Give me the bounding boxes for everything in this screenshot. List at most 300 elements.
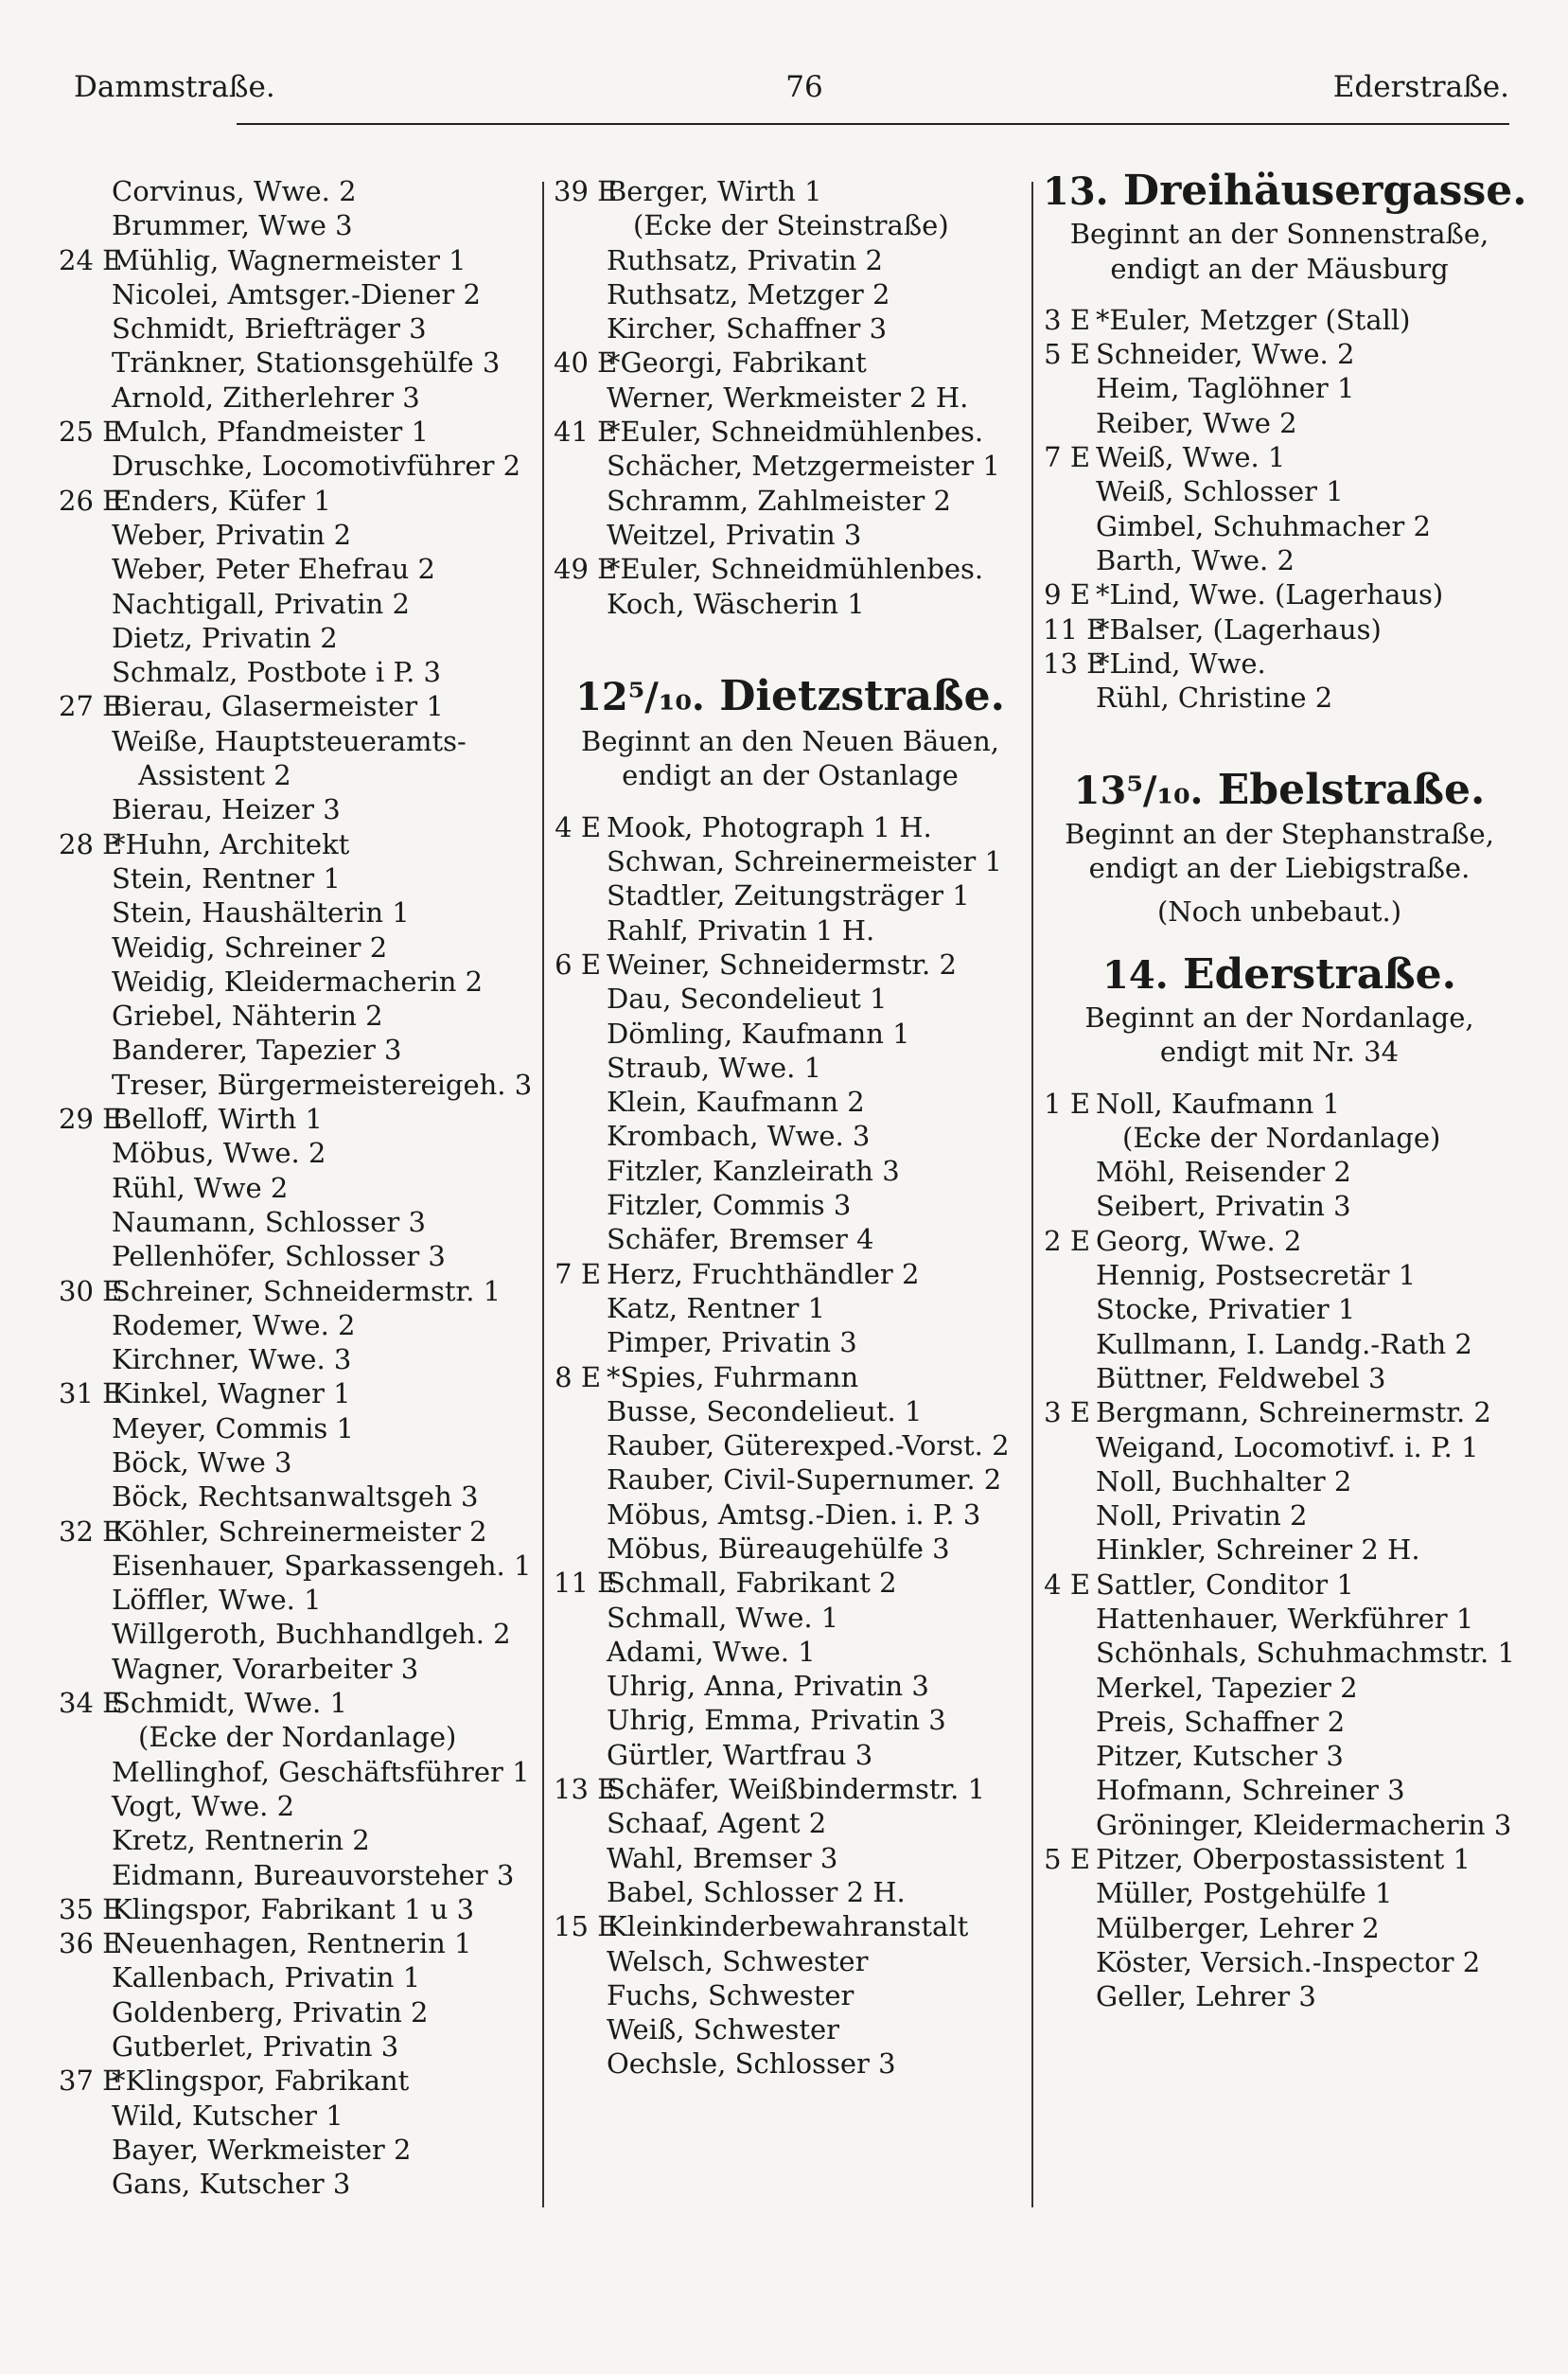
column-1 [59, 174, 532, 2202]
directory-entry [554, 948, 1027, 982]
resident-name: Bergmann, Schreinermstr. 2 [1096, 1396, 1491, 1429]
section-heading-dietzstrasse [554, 671, 1027, 720]
house-number [59, 1205, 112, 1239]
directory-entry [59, 1171, 532, 1205]
directory-entry [59, 724, 532, 758]
resident-name: Arnold, Zitherlehrer 3 [112, 381, 420, 414]
house-number [59, 2167, 112, 2201]
resident-name: Wahl, Bremser 3 [607, 1841, 838, 1874]
house-number [59, 1171, 112, 1205]
resident-name: Weitzel, Privatin 3 [607, 518, 862, 551]
house-number [554, 587, 607, 621]
house-number: 2 E [1044, 1224, 1090, 1257]
resident-name: Goldenberg, Privatin 2 [112, 1995, 429, 2029]
house-number [59, 655, 112, 689]
house-number [1043, 509, 1096, 543]
resident-name: Rauber, Civil-Supernumer. 2 [607, 1463, 1002, 1497]
column-3 [1043, 167, 1527, 2014]
directory-entry [59, 2029, 532, 2064]
house-number [554, 1806, 607, 1840]
directory-entry [1043, 406, 1516, 440]
resident-name: Belloff, Wirth 1 [112, 1103, 323, 1136]
directory-entry [554, 2012, 1027, 2046]
house-number: 5 E [1044, 1843, 1090, 1876]
house-number [1043, 1121, 1096, 1155]
directory-entry [554, 982, 1027, 1016]
resident-name: Nicolei, Amtsger.-Diener 2 [112, 277, 481, 310]
house-number: 39 E [554, 175, 618, 207]
directory-entry [554, 1119, 1027, 1153]
section-title: Ebelstraße. [1217, 766, 1486, 815]
directory-entry [554, 1017, 1027, 1051]
resident-name: Druschke, Locomotivführer 2 [112, 450, 521, 483]
directory-entry [554, 1875, 1027, 1909]
house-number [554, 1601, 607, 1635]
house-number [554, 1222, 607, 1256]
directory-entry [59, 2064, 532, 2098]
house-number: 6 E [555, 948, 601, 981]
resident-name: Schramm, Zahlmeister 2 [607, 484, 951, 517]
resident-name: (Ecke der Nordanlage) [1122, 1121, 1441, 1154]
resident-name: Sattler, Conditor 1 [1096, 1568, 1354, 1601]
directory-entry [1043, 509, 1516, 543]
directory-entry [554, 243, 1027, 277]
directory-entry [59, 1136, 532, 1170]
resident-name: Weiß, Wwe. 1 [1096, 441, 1286, 474]
section-end: endigt mit Nr. 34 [1159, 1036, 1400, 1069]
resident-name: Merkel, Tapezier 2 [1096, 1671, 1358, 1704]
resident-name: Weiner, Schneidermstr. 2 [607, 948, 957, 981]
directory-entry [554, 484, 1027, 518]
resident-name: Weiß, Schlosser 1 [1096, 475, 1344, 508]
resident-name: Geller, Lehrer 3 [1096, 1980, 1316, 2013]
directory-entry [1043, 371, 1516, 405]
directory-entry [59, 1411, 532, 1445]
section-begin: Beginnt an der Stephanstraße, [1065, 817, 1494, 850]
house-number: 5 E [1044, 338, 1090, 371]
house-number: 40 E [554, 346, 618, 380]
house-number [554, 844, 607, 878]
running-head-left: Dammstraße. [74, 70, 275, 104]
house-number [554, 484, 607, 518]
section-end: endigt an der Mäusburg [1110, 252, 1449, 285]
directory-entry [554, 277, 1027, 311]
resident-name: Schreiner, Schneidermstr. 1 [112, 1274, 502, 1307]
directory-entry [59, 1205, 532, 1239]
directory-entry [554, 810, 1027, 844]
house-number [1043, 1636, 1096, 1670]
house-number [554, 277, 607, 311]
resident-name: Bierau, Glasermeister 1 [112, 690, 444, 723]
resident-name: Busse, Secondelieut. 1 [607, 1394, 923, 1427]
section-end: endigt an der Ostanlage [622, 759, 959, 792]
resident-name: Mulch, Pfandmeister 1 [112, 416, 429, 449]
directory-entry [59, 1515, 532, 1549]
house-number: 41 E [554, 416, 618, 449]
directory-entry [554, 1806, 1027, 1840]
directory-entry [1043, 1327, 1516, 1361]
directory-entry [1043, 440, 1516, 474]
resident-name: Pimper, Privatin 3 [607, 1326, 857, 1359]
house-number [1043, 1739, 1096, 1773]
resident-name: Nachtigall, Privatin 2 [112, 587, 410, 620]
house-number [1043, 1430, 1096, 1464]
section-number: 12⁵/₁₀. [575, 674, 705, 719]
directory-entry [1043, 1224, 1516, 1258]
resident-name: Schönhals, Schuhmachmstr. 1 [1096, 1637, 1515, 1670]
resident-name: Fitzler, Kanzleirath 3 [607, 1154, 900, 1187]
house-number [59, 1755, 112, 1789]
resident-name: Löffler, Wwe. 1 [112, 1584, 322, 1617]
directory-entry [59, 792, 532, 826]
house-number [554, 1635, 607, 1669]
house-number [59, 345, 112, 380]
directory-entry [554, 844, 1027, 878]
house-number [1043, 1292, 1096, 1326]
page-number: 76 [785, 70, 823, 104]
house-number [554, 311, 607, 345]
house-number: 34 E [59, 1687, 123, 1720]
house-number [59, 1652, 112, 1686]
resident-name: Schmalz, Postbote i P. 3 [112, 656, 441, 689]
directory-entry [554, 1360, 1027, 1394]
directory-entry [59, 208, 532, 242]
resident-name: Herz, Fruchthändler 2 [607, 1257, 920, 1290]
resident-name: Klingspor, Fabrikant 1 u 3 [112, 1892, 475, 1925]
directory-entry [554, 415, 1027, 449]
house-number [59, 587, 112, 621]
resident-name: Banderer, Tapezier 3 [112, 1034, 402, 1067]
house-number [1043, 1979, 1096, 2013]
resident-name: Rühl, Christine 2 [1096, 682, 1333, 715]
directory-entry [554, 311, 1027, 345]
resident-name: Seibert, Privatin 3 [1096, 1190, 1351, 1223]
house-number: 24 E [59, 243, 123, 276]
directory-entry [554, 1566, 1027, 1600]
directory-entry [554, 1497, 1027, 1532]
house-number [554, 1119, 607, 1153]
resident-name: (Ecke der Steinstraße) [633, 209, 949, 242]
section-heading-ederstrasse [1043, 949, 1516, 999]
resident-name: Georg, Wwe. 2 [1096, 1224, 1302, 1257]
house-number [554, 1532, 607, 1566]
resident-name: Rodemer, Wwe. 2 [112, 1308, 356, 1341]
resident-name: Noll, Privatin 2 [1096, 1499, 1308, 1532]
directory-entry [59, 827, 532, 861]
resident-name: Möbus, Amtsg.-Dien. i. P. 3 [607, 1497, 981, 1531]
house-number [554, 1497, 607, 1532]
directory-entry [1043, 1121, 1516, 1155]
house-number [554, 518, 607, 552]
directory-entry [554, 449, 1027, 483]
running-head-right: Ederstraße. [1332, 70, 1509, 104]
resident-name: Wagner, Vorarbeiter 3 [112, 1652, 419, 1685]
house-number [1043, 1808, 1096, 1842]
house-number [59, 1068, 112, 1102]
section-begin: Beginnt an den Neuen Bäuen, [581, 725, 999, 758]
house-number [59, 311, 112, 345]
directory-entry [554, 1325, 1027, 1359]
house-number [554, 1085, 607, 1119]
directory-entry [554, 1601, 1027, 1635]
directory-entry [59, 1755, 532, 1789]
resident-name: Stein, Rentner 1 [112, 861, 341, 895]
directory-entry [59, 1445, 532, 1479]
directory-entry [59, 415, 532, 449]
resident-name: *Huhn, Architekt [112, 827, 350, 860]
resident-name: Bayer, Werkmeister 2 [112, 2133, 412, 2166]
house-number [554, 1669, 607, 1703]
directory-entry [59, 518, 532, 552]
house-number [554, 381, 607, 415]
resident-name: Böck, Wwe 3 [112, 1445, 292, 1479]
house-number: 30 E [59, 1274, 123, 1307]
directory-entry [554, 1462, 1027, 1497]
resident-name: *Klingspor, Fabrikant [112, 2064, 410, 2098]
directory-entry [554, 1669, 1027, 1703]
directory-entry [1043, 1705, 1516, 1739]
house-number [59, 174, 112, 208]
directory-entry [554, 913, 1027, 948]
house-number: 7 E [1044, 441, 1090, 474]
resident-name: Kretz, Rentnerin 2 [112, 1824, 370, 1857]
house-number [1043, 1189, 1096, 1223]
directory-entry [554, 345, 1027, 380]
section-number: 13⁵/₁₀. [1073, 769, 1204, 814]
resident-name: Pitzer, Oberpostassistent 1 [1096, 1843, 1471, 1876]
resident-name: *Euler, Schneidmühlenbes. [607, 416, 984, 449]
house-number [59, 1239, 112, 1273]
directory-entry [554, 1635, 1027, 1669]
house-number: 1 E [1044, 1087, 1090, 1120]
section-heading-dreihaeusergasse [1043, 167, 1527, 215]
directory-entry [1043, 1395, 1516, 1429]
directory-entry [59, 277, 532, 311]
directory-entry [1043, 474, 1516, 508]
section-begin: Beginnt an der Nordanlage, [1084, 1001, 1474, 1034]
resident-name: Bierau, Heizer 3 [112, 793, 341, 826]
house-number [554, 1703, 607, 1737]
directory-entry [59, 1239, 532, 1273]
house-number [1043, 474, 1096, 508]
house-number: 36 E [59, 1927, 123, 1960]
directory-entry [1043, 1498, 1516, 1532]
directory-entry [1043, 1189, 1516, 1223]
resident-name: Schmall, Wwe. 1 [607, 1601, 839, 1634]
house-number: 31 E [59, 1377, 123, 1410]
resident-name: Gutberlet, Privatin 3 [112, 2030, 399, 2064]
house-number [59, 1995, 112, 2029]
directory-entry [554, 1772, 1027, 1806]
directory-entry [59, 1995, 532, 2029]
directory-entry [59, 2167, 532, 2201]
house-number [59, 2029, 112, 2064]
house-number [59, 2133, 112, 2167]
resident-name: Kleinkinderbewahranstalt [607, 1910, 969, 1943]
house-number [59, 2099, 112, 2133]
directory-entry [1043, 1979, 1516, 2013]
directory-entry [59, 1720, 532, 1754]
directory-entry [554, 1428, 1027, 1462]
house-number [59, 381, 112, 415]
house-number [59, 1411, 112, 1445]
house-number [554, 1462, 607, 1497]
resident-name: Adami, Wwe. 1 [607, 1635, 816, 1668]
resident-name: Schaaf, Agent 2 [607, 1807, 827, 1840]
resident-name: Griebel, Nähterin 2 [112, 1000, 383, 1033]
directory-entry [554, 1944, 1027, 1978]
house-number: 3 E [1044, 1396, 1090, 1429]
house-number [1043, 371, 1096, 405]
resident-name: Barth, Wwe. 2 [1096, 543, 1295, 576]
directory-entry [554, 1188, 1027, 1222]
entry-list [1043, 303, 1516, 716]
resident-name: Vogt, Wwe. 2 [112, 1789, 295, 1822]
directory-entry [59, 930, 532, 965]
house-number [59, 277, 112, 311]
resident-name: Rauber, Güterexped.-Vorst. 2 [607, 1429, 1010, 1462]
resident-name: Willgeroth, Buchhandlgeh. 2 [112, 1618, 511, 1651]
resident-name: Hofmann, Schreiner 3 [1096, 1774, 1405, 1807]
resident-name: Rühl, Wwe 2 [112, 1171, 289, 1204]
house-number: 3 E [1044, 303, 1090, 336]
house-number [59, 518, 112, 552]
house-number [554, 982, 607, 1016]
resident-name: Köhler, Schreinermeister 2 [112, 1515, 487, 1548]
house-number: 15 E [554, 1910, 618, 1943]
house-number [59, 999, 112, 1033]
resident-name: Schmidt, Briefträger 3 [112, 312, 427, 345]
house-number [59, 895, 112, 930]
house-number [554, 1051, 607, 1085]
house-number [554, 878, 607, 912]
resident-name: Assistent 2 [138, 759, 291, 792]
directory-entry [554, 1085, 1027, 1119]
house-number [59, 1583, 112, 1617]
house-number [59, 930, 112, 965]
directory-entry [1043, 1808, 1516, 1842]
directory-entry [554, 1532, 1027, 1566]
directory-entry [59, 621, 532, 655]
house-number [1043, 1945, 1096, 1979]
house-number [59, 758, 112, 792]
house-number: 35 E [59, 1892, 123, 1925]
directory-entry [59, 587, 532, 621]
directory-entry [554, 587, 1027, 621]
resident-name: Schäfer, Bremser 4 [607, 1223, 874, 1256]
directory-entry [1043, 1568, 1516, 1602]
directory-entry [1043, 1876, 1516, 1910]
house-number [59, 1858, 112, 1892]
house-number [1043, 1258, 1096, 1292]
resident-name: *Lind, Wwe. [1096, 647, 1266, 680]
resident-name: Katz, Rentner 1 [607, 1291, 826, 1324]
house-number: 11 E [1043, 612, 1107, 646]
house-number [1043, 406, 1096, 440]
house-number: 32 E [59, 1515, 123, 1548]
directory-entry [1043, 1258, 1516, 1292]
house-number: 4 E [1044, 1568, 1090, 1601]
house-number: 49 E [554, 553, 618, 586]
house-number [554, 2012, 607, 2046]
directory-entry [59, 243, 532, 277]
directory-entry [59, 1068, 532, 1102]
resident-name: Dömling, Kaufmann 1 [607, 1017, 910, 1050]
house-number: 27 E [59, 690, 123, 723]
resident-name: Treser, Bürgermeistereigeh. 3 [112, 1068, 533, 1101]
header-rule [237, 123, 1509, 125]
directory-entry [1043, 337, 1516, 371]
house-number [1043, 1773, 1096, 1807]
resident-name: Rahlf, Privatin 1 H. [607, 913, 875, 947]
resident-name: Stocke, Privatier 1 [1096, 1293, 1356, 1326]
house-number [554, 1154, 607, 1188]
resident-name: Gans, Kutscher 3 [112, 2168, 351, 2201]
directory-entry [59, 1033, 532, 1067]
house-number [59, 1136, 112, 1170]
resident-name: Kallenbach, Privatin 1 [112, 1961, 421, 1994]
resident-name: Schächer, Metzgermeister 1 [607, 450, 1000, 483]
house-number [1043, 1911, 1096, 1945]
house-number: 26 E [59, 484, 123, 517]
resident-name: Uhrig, Anna, Privatin 3 [607, 1670, 929, 1703]
house-number [59, 861, 112, 895]
house-number [554, 1875, 607, 1909]
entry-list [59, 174, 532, 2202]
house-number [59, 1720, 112, 1754]
house-number [59, 1617, 112, 1651]
directory-entry [1043, 1602, 1516, 1636]
resident-name: Kircher, Schaffner 3 [607, 312, 888, 345]
house-number: 4 E [555, 810, 601, 843]
directory-entry [1043, 1911, 1516, 1945]
resident-name: Dietz, Privatin 2 [112, 621, 338, 654]
house-number [1043, 1464, 1096, 1498]
house-number [1043, 1155, 1096, 1189]
resident-name: Tränkner, Stationsgehülfe 3 [112, 346, 501, 380]
house-number [1043, 543, 1096, 577]
house-number [1043, 1671, 1096, 1705]
resident-name: Dau, Secondelieut 1 [607, 983, 888, 1016]
resident-name: *Euler, Metzger (Stall) [1096, 303, 1411, 336]
resident-name: Pitzer, Kutscher 3 [1096, 1740, 1344, 1773]
directory-entry [59, 1926, 532, 1960]
house-number [59, 1308, 112, 1342]
section-number: 13. [1043, 169, 1109, 214]
house-number [554, 1325, 607, 1359]
resident-name: Eidmann, Bureauvorsteher 3 [112, 1858, 515, 1891]
entry-list [1043, 1087, 1516, 2014]
resident-name: Weber, Peter Ehefrau 2 [112, 553, 435, 586]
house-number [59, 621, 112, 655]
house-number [1043, 1876, 1096, 1910]
directory-entry [554, 1394, 1027, 1428]
house-number [554, 243, 607, 277]
directory-entry [554, 1154, 1027, 1188]
directory-entry [554, 1738, 1027, 1772]
resident-name: Möbus, Büreaugehülfe 3 [607, 1532, 950, 1565]
directory-entry [59, 655, 532, 689]
house-number [554, 1738, 607, 1772]
house-number [1043, 1602, 1096, 1636]
directory-entry [1043, 1464, 1516, 1498]
directory-entry [59, 345, 532, 380]
column-divider-2 [1031, 182, 1033, 2207]
directory-entry [59, 1102, 532, 1136]
house-number [554, 1978, 607, 2012]
directory-entry [1043, 1361, 1516, 1395]
resident-name: Schwan, Schreinermeister 1 [607, 845, 1002, 878]
